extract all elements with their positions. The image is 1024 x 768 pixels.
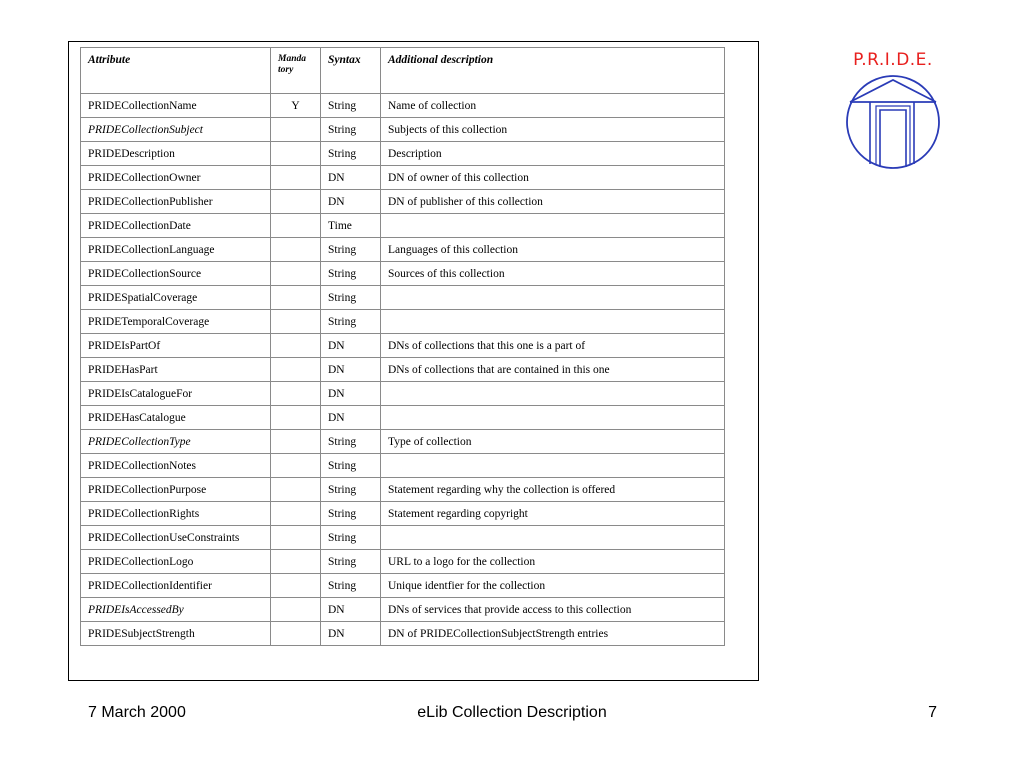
cell-mandatory <box>271 406 321 430</box>
cell-description: DN of PRIDECollectionSubjectStrength entries <box>381 622 725 646</box>
cell-attribute: PRIDEHasCatalogue <box>81 406 271 430</box>
cell-attribute: PRIDECollectionPublisher <box>81 190 271 214</box>
table-row <box>81 238 725 262</box>
cell-syntax: DN <box>321 334 381 358</box>
cell-description <box>381 406 725 430</box>
footer-page-number: 7 <box>928 704 937 721</box>
cell-syntax: String <box>321 526 381 550</box>
attribute-table <box>80 47 725 646</box>
cell-attribute: PRIDECollectionType <box>81 430 271 454</box>
cell-description <box>381 454 725 478</box>
cell-syntax: String <box>321 238 381 262</box>
cell-mandatory <box>271 622 321 646</box>
table-row <box>81 502 725 526</box>
cell-syntax: String <box>321 574 381 598</box>
pride-logo <box>838 50 948 175</box>
cell-attribute: PRIDECollectionSubject <box>81 118 271 142</box>
table-row <box>81 310 725 334</box>
cell-attribute: PRIDECollectionNotes <box>81 454 271 478</box>
header-description: Additional description <box>381 48 725 94</box>
cell-attribute: PRIDECollectionRights <box>81 502 271 526</box>
cell-mandatory <box>271 118 321 142</box>
cell-mandatory <box>271 430 321 454</box>
cell-description: DNs of collections that this one is a part of <box>381 334 725 358</box>
cell-syntax: String <box>321 502 381 526</box>
cell-mandatory <box>271 598 321 622</box>
cell-mandatory <box>271 310 321 334</box>
cell-attribute: PRIDEIsCatalogueFor <box>81 382 271 406</box>
cell-syntax: DN <box>321 622 381 646</box>
cell-mandatory <box>271 358 321 382</box>
cell-syntax: String <box>321 454 381 478</box>
cell-description: DN of publisher of this collection <box>381 190 725 214</box>
cell-mandatory <box>271 382 321 406</box>
header-attribute: Attribute <box>81 48 271 94</box>
header-syntax: Syntax <box>321 48 381 94</box>
cell-attribute: PRIDECollectionLogo <box>81 550 271 574</box>
cell-description: DN of owner of this collection <box>381 166 725 190</box>
cell-mandatory <box>271 286 321 310</box>
cell-description: Unique identfier for the collection <box>381 574 725 598</box>
cell-mandatory <box>271 478 321 502</box>
cell-attribute: PRIDECollectionOwner <box>81 166 271 190</box>
cell-syntax: String <box>321 262 381 286</box>
cell-attribute: PRIDETemporalCoverage <box>81 310 271 334</box>
cell-mandatory <box>271 526 321 550</box>
cell-description: URL to a logo for the collection <box>381 550 725 574</box>
cell-attribute: PRIDECollectionPurpose <box>81 478 271 502</box>
cell-syntax: String <box>321 478 381 502</box>
cell-syntax: Time <box>321 214 381 238</box>
header-mandatory: Manda tory <box>271 48 321 94</box>
cell-attribute: PRIDECollectionLanguage <box>81 238 271 262</box>
pride-building-logo-icon <box>838 72 948 172</box>
cell-description <box>381 286 725 310</box>
cell-syntax: String <box>321 430 381 454</box>
cell-description: Languages of this collection <box>381 238 725 262</box>
cell-mandatory <box>271 574 321 598</box>
table-row <box>81 454 725 478</box>
table-row <box>81 526 725 550</box>
cell-description <box>381 310 725 334</box>
cell-description: DNs of services that provide access to this collection <box>381 598 725 622</box>
cell-attribute: PRIDEDescription <box>81 142 271 166</box>
table-row <box>81 214 725 238</box>
cell-mandatory <box>271 502 321 526</box>
table-row <box>81 550 725 574</box>
table-row <box>81 382 725 406</box>
cell-description: Statement regarding why the collection is offered <box>381 478 725 502</box>
cell-syntax: DN <box>321 406 381 430</box>
cell-mandatory <box>271 214 321 238</box>
cell-description: Description <box>381 142 725 166</box>
cell-attribute: PRIDECollectionDate <box>81 214 271 238</box>
cell-attribute: PRIDECollectionIdentifier <box>81 574 271 598</box>
cell-attribute: PRIDEIsAccessedBy <box>81 598 271 622</box>
cell-mandatory <box>271 262 321 286</box>
cell-mandatory <box>271 238 321 262</box>
table-row <box>81 334 725 358</box>
cell-mandatory <box>271 334 321 358</box>
cell-syntax: DN <box>321 166 381 190</box>
cell-description: Subjects of this collection <box>381 118 725 142</box>
cell-description <box>381 214 725 238</box>
table-row <box>81 94 725 118</box>
cell-attribute: PRIDESubjectStrength <box>81 622 271 646</box>
cell-mandatory <box>271 454 321 478</box>
footer-date: 7 March 2000 <box>88 704 186 721</box>
footer-title: eLib Collection Description <box>417 704 607 721</box>
cell-description: Sources of this collection <box>381 262 725 286</box>
table-row <box>81 166 725 190</box>
table-row <box>81 190 725 214</box>
cell-description: Type of collection <box>381 430 725 454</box>
cell-syntax: String <box>321 94 381 118</box>
cell-attribute: PRIDECollectionName <box>81 94 271 118</box>
cell-syntax: DN <box>321 190 381 214</box>
table-row <box>81 118 725 142</box>
cell-syntax: DN <box>321 598 381 622</box>
cell-mandatory <box>271 550 321 574</box>
cell-syntax: DN <box>321 382 381 406</box>
cell-attribute: PRIDEHasPart <box>81 358 271 382</box>
cell-mandatory <box>271 190 321 214</box>
cell-syntax: DN <box>321 358 381 382</box>
table-row <box>81 406 725 430</box>
cell-attribute: PRIDECollectionSource <box>81 262 271 286</box>
cell-attribute: PRIDEIsPartOf <box>81 334 271 358</box>
table-row <box>81 574 725 598</box>
table-row <box>81 262 725 286</box>
cell-syntax: String <box>321 310 381 334</box>
cell-mandatory <box>271 166 321 190</box>
table-row <box>81 142 725 166</box>
table-row <box>81 478 725 502</box>
table-header-row <box>81 48 725 94</box>
cell-description <box>381 382 725 406</box>
cell-attribute: PRIDESpatialCoverage <box>81 286 271 310</box>
cell-description <box>381 526 725 550</box>
table-row <box>81 286 725 310</box>
logo-text: P.R.I.D.E. <box>853 50 933 70</box>
table-row <box>81 598 725 622</box>
cell-description: Name of collection <box>381 94 725 118</box>
cell-attribute: PRIDECollectionUseConstraints <box>81 526 271 550</box>
cell-syntax: String <box>321 142 381 166</box>
cell-syntax: String <box>321 118 381 142</box>
table-row <box>81 358 725 382</box>
cell-syntax: String <box>321 550 381 574</box>
table-row <box>81 622 725 646</box>
cell-mandatory <box>271 142 321 166</box>
cell-mandatory: Y <box>271 94 321 118</box>
cell-syntax: String <box>321 286 381 310</box>
cell-description: Statement regarding copyright <box>381 502 725 526</box>
cell-description: DNs of collections that are contained in this one <box>381 358 725 382</box>
table-row <box>81 430 725 454</box>
